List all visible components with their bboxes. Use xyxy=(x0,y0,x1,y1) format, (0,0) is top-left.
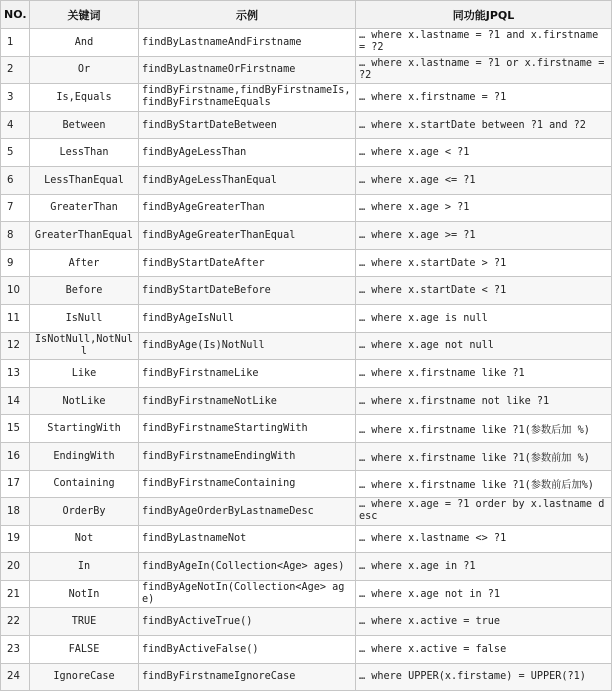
row-number-cell: 15 xyxy=(1,415,30,443)
jpql-cell: … where UPPER(x.firstame) = UPPER(?1) xyxy=(356,663,612,691)
jpql-cell: … where x.active = false xyxy=(356,636,612,664)
row-number-cell: 23 xyxy=(1,636,30,664)
table-row xyxy=(1,663,612,691)
example-cell: findByAge(Is)NotNull xyxy=(139,332,356,360)
row-number-cell: 7 xyxy=(1,194,30,222)
row-number-cell: 9 xyxy=(1,249,30,277)
table-row xyxy=(1,636,612,664)
row-number-cell: 1 xyxy=(1,29,30,57)
row-number-cell: 16 xyxy=(1,442,30,470)
table-row xyxy=(1,498,612,526)
jpql-cell: … where x.startDate > ?1 xyxy=(356,249,612,277)
jpql-cell: … where x.age <= ?1 xyxy=(356,166,612,194)
table-body xyxy=(1,29,612,691)
jpql-cell: … where x.startDate < ?1 xyxy=(356,277,612,305)
keyword-cell: Containing xyxy=(30,470,139,498)
keyword-cell: EndingWith xyxy=(30,442,139,470)
table-row xyxy=(1,304,612,332)
table-row xyxy=(1,84,612,112)
row-number-cell: 6 xyxy=(1,166,30,194)
header-jpql: 同功能JPQL xyxy=(356,1,612,29)
jpql-cell: … where x.age is null xyxy=(356,304,612,332)
table-row xyxy=(1,277,612,305)
keyword-cell: OrderBy xyxy=(30,498,139,526)
row-number-cell: 5 xyxy=(1,139,30,167)
example-cell: findByFirstnameContaining xyxy=(139,470,356,498)
table-row xyxy=(1,166,612,194)
jpql-cell: … where x.age = ?1 order by x.lastname desc xyxy=(356,498,612,526)
example-cell: findByAgeGreaterThanEqual xyxy=(139,222,356,250)
keyword-cell: Is,Equals xyxy=(30,84,139,112)
example-cell: findByFirstnameEndingWith xyxy=(139,442,356,470)
example-cell: findByStartDateAfter xyxy=(139,249,356,277)
table-row xyxy=(1,111,612,139)
row-number-cell: 2 xyxy=(1,56,30,84)
example-cell: findByFirstnameNotLike xyxy=(139,387,356,415)
table-row xyxy=(1,470,612,498)
example-cell: findByFirstname,findByFirstnameIs,findByFirstnameEquals xyxy=(139,84,356,112)
keyword-cell: GreaterThanEqual xyxy=(30,222,139,250)
keyword-cell: Or xyxy=(30,56,139,84)
jpql-cell: … where x.lastname <> ?1 xyxy=(356,525,612,553)
row-number-cell: 10 xyxy=(1,277,30,305)
keyword-cell: IsNotNull,NotNull xyxy=(30,332,139,360)
example-cell: findByFirstnameLike xyxy=(139,360,356,388)
keyword-cell: Before xyxy=(30,277,139,305)
jpql-cell: … where x.firstname like ?1(参数前加 %) xyxy=(356,442,612,470)
keyword-cell: LessThanEqual xyxy=(30,166,139,194)
example-cell: findByAgeIsNull xyxy=(139,304,356,332)
keyword-cell: TRUE xyxy=(30,608,139,636)
jpql-cell: … where x.active = true xyxy=(356,608,612,636)
jpql-cell: … where x.age < ?1 xyxy=(356,139,612,167)
jpql-cell: … where x.firstname not like ?1 xyxy=(356,387,612,415)
keyword-cell: NotLike xyxy=(30,387,139,415)
row-number-cell: 17 xyxy=(1,470,30,498)
row-number-cell: 18 xyxy=(1,498,30,526)
jpql-cell: … where x.age >= ?1 xyxy=(356,222,612,250)
example-cell: findByAgeIn(Collection<Age> ages) xyxy=(139,553,356,581)
keyword-cell: In xyxy=(30,553,139,581)
keyword-cell: Between xyxy=(30,111,139,139)
example-cell: findByLastnameNot xyxy=(139,525,356,553)
example-cell: findByStartDateBefore xyxy=(139,277,356,305)
jpql-cell: … where x.age in ?1 xyxy=(356,553,612,581)
table-row xyxy=(1,332,612,360)
keyword-cell: IgnoreCase xyxy=(30,663,139,691)
example-cell: findByActiveFalse() xyxy=(139,636,356,664)
example-cell: findByFirstnameStartingWith xyxy=(139,415,356,443)
table-row xyxy=(1,387,612,415)
row-number-cell: 20 xyxy=(1,553,30,581)
table-row xyxy=(1,194,612,222)
keyword-cell: And xyxy=(30,29,139,57)
row-number-cell: 19 xyxy=(1,525,30,553)
jpql-cell: … where x.firstname like ?1(参数后加 %) xyxy=(356,415,612,443)
keyword-cell: NotIn xyxy=(30,580,139,608)
header-keyword: 关键词 xyxy=(30,1,139,29)
table-row xyxy=(1,525,612,553)
jpql-cell: … where x.age not in ?1 xyxy=(356,580,612,608)
keyword-cell: IsNull xyxy=(30,304,139,332)
table-row xyxy=(1,580,612,608)
example-cell: findByAgeGreaterThan xyxy=(139,194,356,222)
table-row xyxy=(1,415,612,443)
table-row xyxy=(1,29,612,57)
keyword-cell: After xyxy=(30,249,139,277)
jpql-cell: … where x.lastname = ?1 and x.firstname = ?2 xyxy=(356,29,612,57)
keyword-cell: FALSE xyxy=(30,636,139,664)
table-row xyxy=(1,608,612,636)
jpql-cell: … where x.age not null xyxy=(356,332,612,360)
jpql-cell: … where x.firstname like ?1 xyxy=(356,360,612,388)
table-row xyxy=(1,222,612,250)
jpql-cell: … where x.lastname = ?1 or x.firstname = ?2 xyxy=(356,56,612,84)
table-row xyxy=(1,139,612,167)
jpql-cell: … where x.startDate between ?1 and ?2 xyxy=(356,111,612,139)
example-cell: findByAgeLessThan xyxy=(139,139,356,167)
row-number-cell: 21 xyxy=(1,580,30,608)
table-row xyxy=(1,553,612,581)
table-row xyxy=(1,442,612,470)
example-cell: findByStartDateBetween xyxy=(139,111,356,139)
row-number-cell: 24 xyxy=(1,663,30,691)
jpql-cell: … where x.firstname = ?1 xyxy=(356,84,612,112)
keyword-cell: Not xyxy=(30,525,139,553)
row-number-cell: 13 xyxy=(1,360,30,388)
example-cell: findByAgeLessThanEqual xyxy=(139,166,356,194)
row-number-cell: 11 xyxy=(1,304,30,332)
table-row xyxy=(1,249,612,277)
keyword-cell: StartingWith xyxy=(30,415,139,443)
row-number-cell: 3 xyxy=(1,84,30,112)
keyword-cell: LessThan xyxy=(30,139,139,167)
row-number-cell: 4 xyxy=(1,111,30,139)
example-cell: findByAgeOrderByLastnameDesc xyxy=(139,498,356,526)
example-cell: findByLastnameAndFirstname xyxy=(139,29,356,57)
jpql-cell: … where x.firstname like ?1(参数前后加%) xyxy=(356,470,612,498)
table-row xyxy=(1,360,612,388)
example-cell: findByFirstnameIgnoreCase xyxy=(139,663,356,691)
example-cell: findByActiveTrue() xyxy=(139,608,356,636)
table-row xyxy=(1,56,612,84)
example-cell: findByAgeNotIn(Collection<Age> age) xyxy=(139,580,356,608)
row-number-cell: 22 xyxy=(1,608,30,636)
keyword-cell: Like xyxy=(30,360,139,388)
header-row xyxy=(1,1,612,29)
header-no: NO. xyxy=(1,1,30,29)
row-number-cell: 12 xyxy=(1,332,30,360)
jpql-cell: … where x.age > ?1 xyxy=(356,194,612,222)
row-number-cell: 14 xyxy=(1,387,30,415)
keyword-cell: GreaterThan xyxy=(30,194,139,222)
example-cell: findByLastnameOrFirstname xyxy=(139,56,356,84)
row-number-cell: 8 xyxy=(1,222,30,250)
header-example: 示例 xyxy=(139,1,356,29)
